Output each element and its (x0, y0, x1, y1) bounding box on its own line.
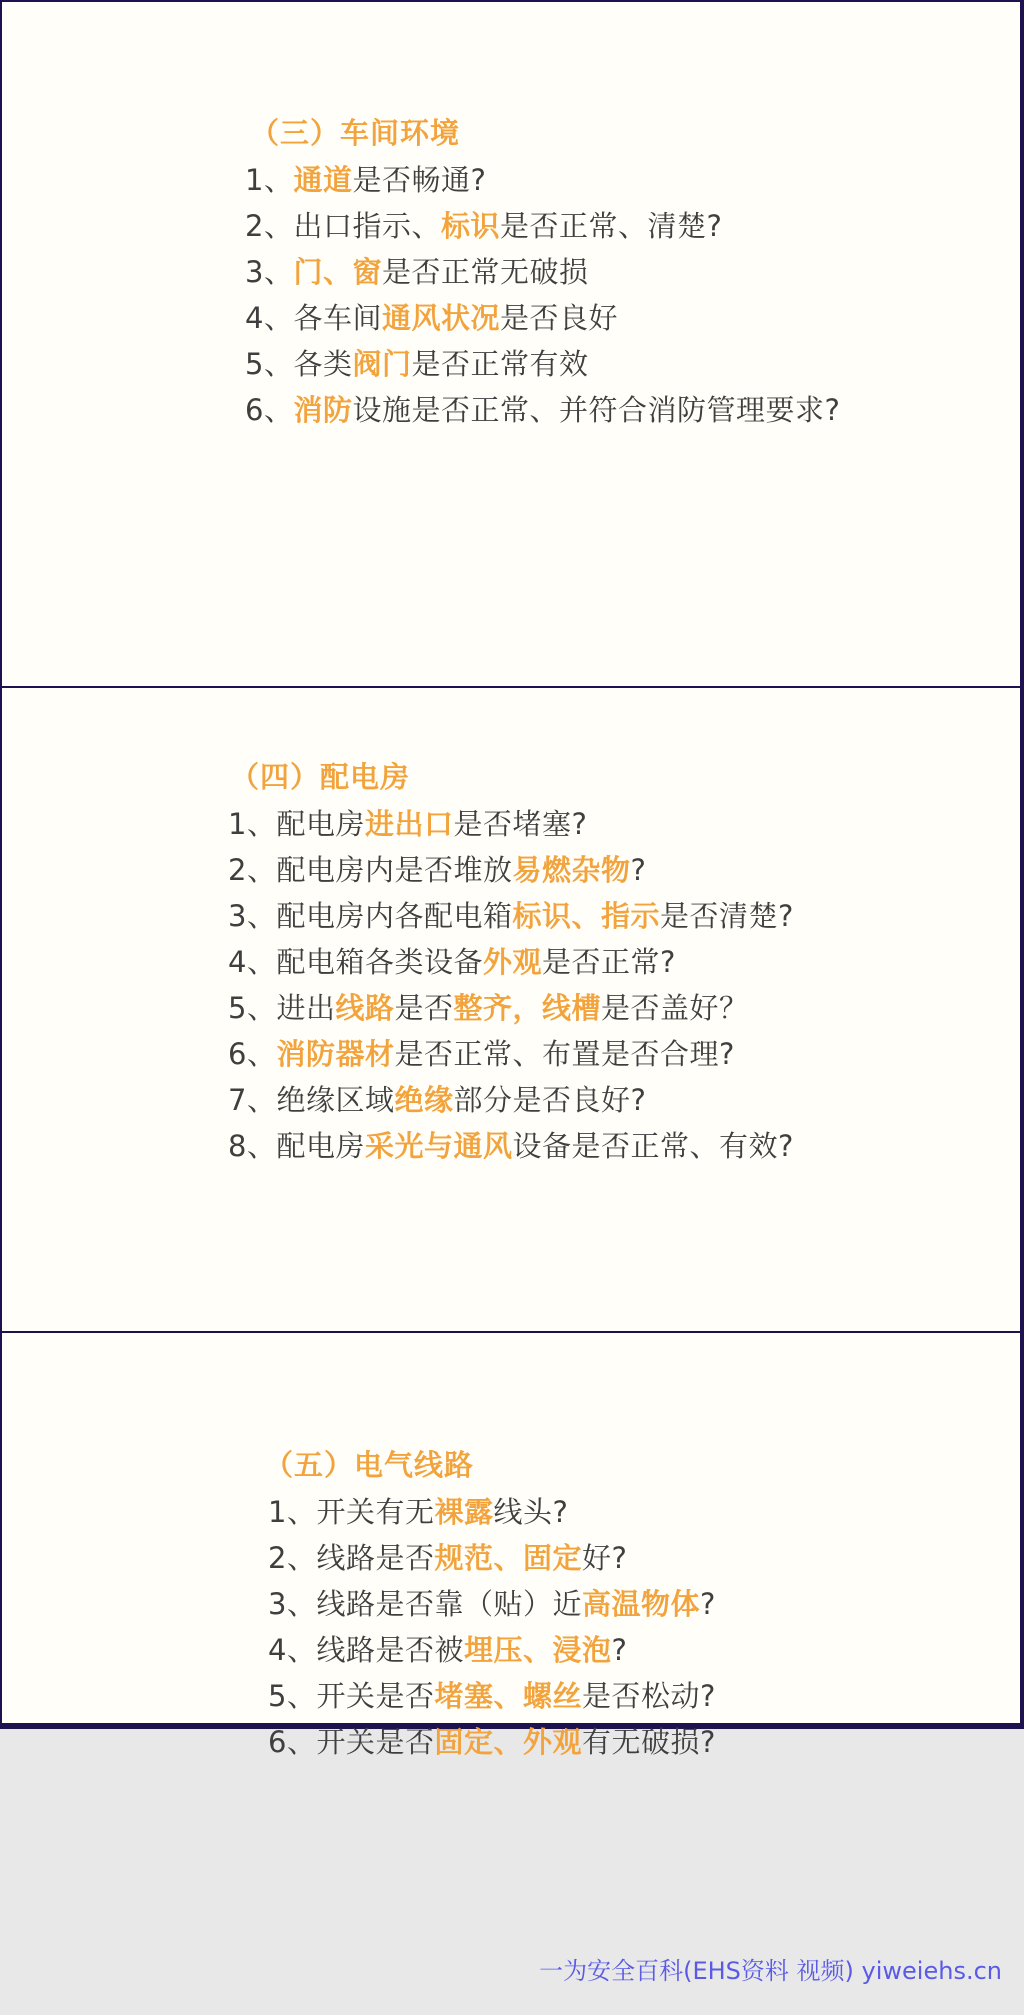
section-title: （三）车间环境 (250, 116, 461, 150)
section-title: （四）配电房 (230, 760, 411, 794)
checklist-item: 4、配电箱各类设备外观是否正常? (228, 945, 676, 979)
highlighted-keyword: 消防器材 (276, 1037, 395, 1071)
checklist-item: 4、线路是否被埋压、浸泡? (268, 1633, 628, 1667)
slide-electrical-wiring (2, 1445, 1020, 2015)
checklist (228, 801, 1020, 1169)
highlighted-keyword: 通道 (293, 163, 353, 197)
highlighted-keyword: 固定、外观 (434, 1725, 582, 1759)
checklist-item: 5、开关是否堵塞、螺丝是否松动? (268, 1679, 716, 1713)
checklist-item: 3、门、窗是否正常无破损 (245, 255, 589, 289)
highlighted-keyword: 进出口 (364, 807, 454, 841)
checklist-item: 5、进出线路是否整齐，线槽是否盖好？ (228, 991, 749, 1025)
highlighted-keyword: 标识、指示 (512, 899, 660, 933)
highlighted-keyword: 外观 (482, 945, 542, 979)
checklist-item: 1、配电房进出口是否堵塞? (228, 807, 588, 841)
highlighted-keyword: 规范、固定 (434, 1541, 582, 1575)
checklist-item: 2、出口指示、标识是否正常、清楚? (245, 209, 723, 243)
highlighted-keyword: 裸露 (434, 1495, 494, 1529)
highlighted-keyword: 阀门 (352, 347, 412, 381)
checklist-item: 7、绝缘区域绝缘部分是否良好? (228, 1083, 647, 1117)
highlighted-keyword: 埋压、浸泡 (463, 1633, 612, 1667)
footer-watermark-text: 一为安全百科(EHS资料 视频) yiweiehs.cn (539, 1957, 1002, 1985)
highlighted-keyword: 消防 (293, 393, 353, 427)
footer-watermark (539, 1957, 1002, 1985)
checklist-item: 2、线路是否规范、固定好? (268, 1541, 628, 1575)
checklist-item: 1、通道是否畅通? (245, 163, 487, 197)
section-title: （五）电气线路 (264, 1448, 475, 1482)
checklist-item: 4、各车间通风状况是否良好 (245, 301, 618, 335)
checklist (268, 1489, 1020, 1765)
checklist-item: 6、消防器材是否正常、布置是否合理? (228, 1037, 735, 1071)
highlighted-keyword: 绝缘 (394, 1083, 454, 1117)
checklist-item: 6、开关是否固定、外观有无破损? (268, 1725, 716, 1759)
checklist-item: 3、线路是否靠（贴）近高温物体? (268, 1587, 716, 1621)
highlighted-keyword: 门、窗 (293, 255, 382, 289)
highlighted-keyword: 采光与通风 (364, 1129, 513, 1163)
highlighted-keyword: 通风状况 (381, 301, 500, 335)
checklist-item: 6、消防设施是否正常、并符合消防管理要求? (245, 393, 841, 427)
highlighted-keyword: 易燃杂物 (512, 853, 631, 887)
highlighted-keyword: 整齐，线槽 (453, 991, 601, 1025)
highlighted-keyword: 堵塞、螺丝 (434, 1679, 582, 1713)
checklist-item: 1、开关有无裸露线头? (268, 1495, 569, 1529)
section-divider (2, 686, 1020, 688)
highlighted-keyword: 标识 (440, 209, 500, 243)
highlighted-keyword: 线路 (335, 991, 395, 1025)
checklist-item: 8、配电房采光与通风设备是否正常、有效? (228, 1129, 794, 1163)
slide-power-distribution-room (2, 757, 1020, 1331)
slide-workshop-environment (2, 113, 1020, 686)
checklist-item: 2、配电房内是否堆放易燃杂物? (228, 853, 647, 887)
checklist (245, 157, 1020, 433)
highlighted-keyword: 高温物体 (581, 1587, 700, 1621)
checklist-item: 3、配电房内各配电箱标识、指示是否清楚? (228, 899, 794, 933)
section-divider (2, 1331, 1020, 1333)
checklist-item: 5、各类阀门是否正常有效 (245, 347, 589, 381)
